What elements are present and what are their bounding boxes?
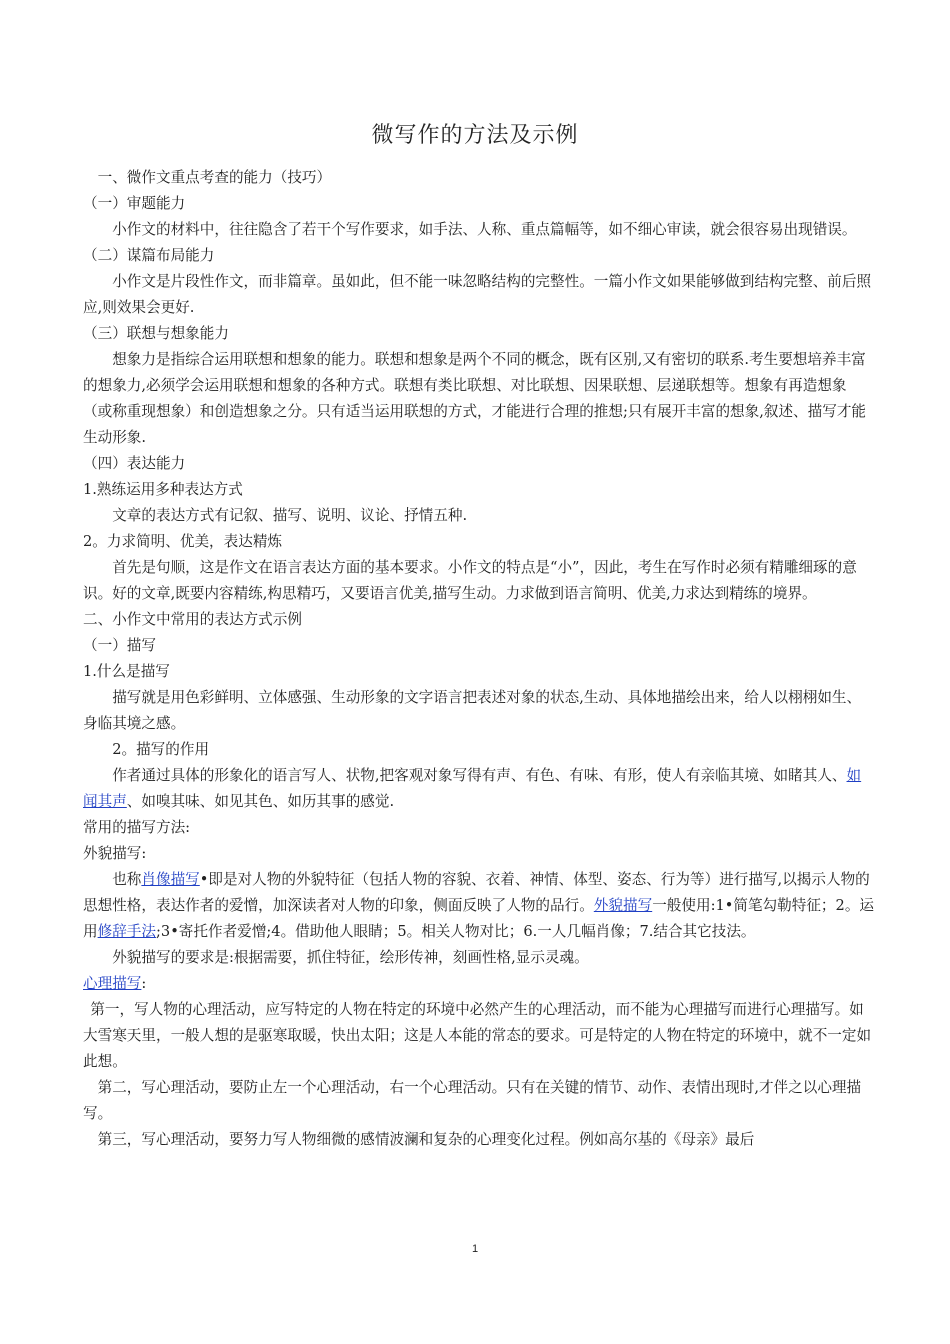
paragraph xyxy=(83,763,875,815)
text-run: ;3•寄托作者爱憎;4。借助他人眼睛；5。相关人物对比；6.一人几幅肖像；7.结合其它技法。 xyxy=(156,923,756,940)
text-run: 作者通过具体的形象化的语言写人、状物,把客观对象写得有声、有色、有味、有形，使人有亲临其境、如睹其人、 xyxy=(112,767,847,784)
section-heading-2: 二、小作文中常用的表达方式示例 xyxy=(83,611,302,628)
label-line: 常用的描写方法: xyxy=(83,819,191,836)
text-run: 也称 xyxy=(112,871,142,888)
numbered-heading: 1.熟练运用多种表达方式 xyxy=(83,481,243,498)
paragraph: 想象力是指综合运用联想和想象的能力。联想和想象是两个不同的概念，既有区别,又有密切的联系.考生要想培养丰富的想象力,必须学会运用联想和想象的各种方式。联想有类比联想、对比联想、因果联想、层递联想等。想象有再造想象（或称重现想象）和创造想象之分。只有适当运用联想的方式，才能进行合理的推想;只有展开丰富的想象,叙述、描写才能生动形象. xyxy=(83,351,867,446)
paragraph: 第三，写心理活动，要努力写人物细微的感情波澜和复杂的心理变化过程。例如高尔基的《母亲》最后 xyxy=(97,1131,755,1148)
paragraph: 描写就是用色彩鲜明、立体感强、生动形象的文字语言把表述对象的状态,生动、具体地描绘出来，给人以栩栩如生、身临其境之感。 xyxy=(83,689,862,732)
paragraph: 小作文的材料中，往往隐含了若干个写作要求，如手法、人称、重点篇幅等，如不细心审读，就会很容易出现错误。 xyxy=(112,221,857,238)
numbered-heading: 2。力求简明、优美，表达精炼 xyxy=(83,533,283,550)
text-run: •即是对人物的外貌特征（包括人物的容貌、衣着、神情、体型、姿态、行为等）进行描写,以揭示人物的思想性格，表达作者的爱憎，加深读者对人物的印象，侧面反映了人物的品行。 xyxy=(83,871,870,914)
link-ru-wen-qi-sheng[interactable]: 如闻其声 xyxy=(83,767,862,810)
text-run: 一般使用:1•简笔勾勒特征；2。运用 xyxy=(83,897,875,940)
link-appearance-description[interactable]: 外貌描写 xyxy=(593,897,653,914)
paragraph xyxy=(83,867,875,945)
text-run: 、如嗅其味、如见其色、如历其事的感觉. xyxy=(126,793,395,810)
numbered-heading: 1.什么是描写 xyxy=(83,663,170,680)
section-heading-1: 一、微作文重点考查的能力（技巧） xyxy=(97,169,332,186)
document-body xyxy=(83,165,875,1153)
subsection-heading: （一）描写 xyxy=(83,637,156,654)
link-psychological-description[interactable]: 心理描写 xyxy=(83,975,142,992)
paragraph: 第二，写心理活动，要防止左一个心理活动，右一个心理活动。只有在关键的情节、动作、表情出现时,才伴之以心理描写。 xyxy=(83,1079,862,1122)
subsection-heading: （一）审题能力 xyxy=(83,195,186,212)
paragraph: 小作文是片段性作文，而非篇章。虽如此，但不能一味忽略结构的完整性。一篇小作文如果能够做到结构完整、前后照应,则效果会更好. xyxy=(83,273,872,316)
link-rhetoric[interactable]: 修辞手法 xyxy=(97,923,156,940)
subsection-heading: （四）表达能力 xyxy=(83,455,186,472)
subsection-heading: （三）联想与想象能力 xyxy=(83,325,229,342)
text-run: : xyxy=(141,975,147,992)
subsection-heading: （二）谋篇布局能力 xyxy=(83,247,215,264)
page-number: 1 xyxy=(471,1243,479,1255)
document-title: 微写作的方法及示例 xyxy=(371,123,579,148)
label-line: 外貌描写: xyxy=(83,845,147,862)
label-line xyxy=(83,971,875,997)
paragraph: 文章的表达方式有记叙、描写、说明、议论、抒情五种. xyxy=(112,507,468,524)
paragraph: 第一，写人物的心理活动，应写特定的人物在特定的环境中必然产生的心理活动，而不能为心理描写而进行心理描写。如大雪寒天里，一般人想的是驱寒取暖，快出太阳；这是人本能的常态的要求。可是特定的人物在特定的环境中，就不一定如此想。 xyxy=(83,1001,872,1070)
paragraph: 外貌描写的要求是:根据需要，抓住特征，绘形传神，刻画性格,显示灵魂。 xyxy=(112,949,589,966)
numbered-heading: 2。描写的作用 xyxy=(112,741,210,758)
paragraph: 首先是句顺，这是作文在语言表达方面的基本要求。小作文的特点是“小”，因此，考生在写作时必须有精雕细琢的意识。好的文章,既要内容精练,构思精巧，又要语言优美,描写生动。力求做到语言简明、优美,力求达到精练的境界。 xyxy=(83,559,857,602)
link-portrait-description[interactable]: 肖像描写 xyxy=(141,871,200,888)
